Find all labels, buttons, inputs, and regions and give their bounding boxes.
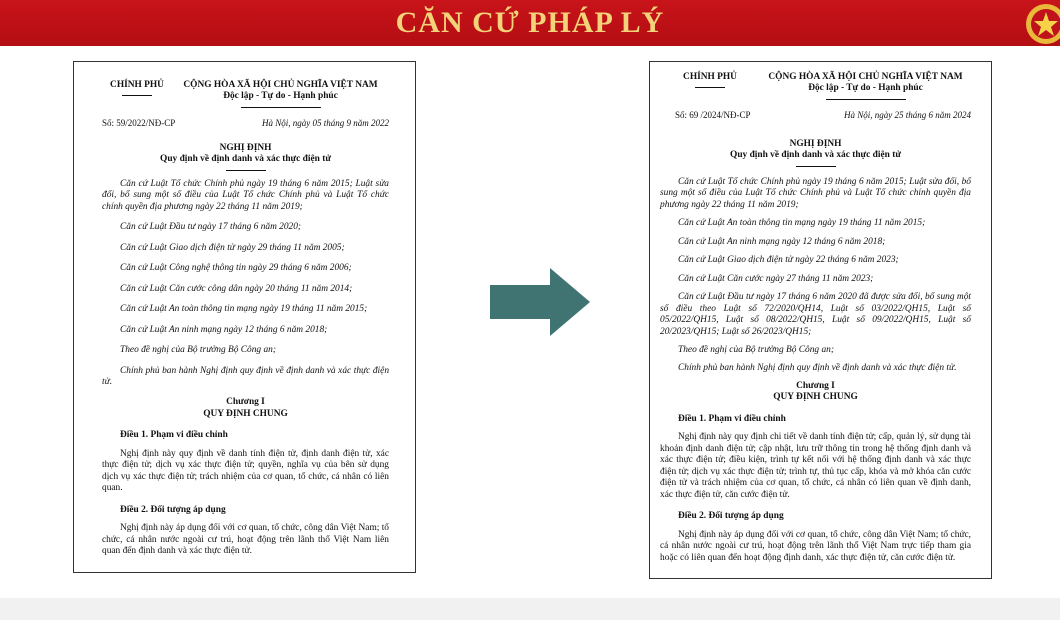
chapter-title: QUY ĐỊNH CHUNG — [773, 392, 858, 403]
article-1-title: Điều 1. Phạm vi điều chỉnh — [678, 413, 786, 424]
doc-header — [102, 80, 389, 108]
chapter-number: Chương I — [796, 380, 835, 391]
doc-type: NGHỊ ĐỊNH — [789, 138, 842, 149]
article-2-body: Nghị định này áp dụng đối với cơ quan, tổ chức, công dân Việt Nam; tổ chức, cá nhân nước ngoài cư trú, hoạt động trên lãnh thổ Việt Nam liên quan đến định danh và xác thực điện tử. — [102, 523, 389, 557]
doc-type: NGHỊ ĐỊNH — [219, 142, 272, 153]
article-2-title: Điều 2. Đối tượng áp dụng — [120, 504, 226, 515]
doc-header — [660, 72, 971, 100]
legal-basis: Căn cứ Luật Đầu tư ngày 17 tháng 6 năm 2020; — [120, 222, 302, 233]
legal-basis: Căn cứ Luật Căn cước ngày 27 tháng 11 năm 2023; — [678, 273, 874, 284]
chapter-number: Chương I — [226, 397, 265, 408]
motto: Độc lập - Tự do - Hạnh phúc — [223, 91, 338, 102]
article-1-title: Điều 1. Phạm vi điều chỉnh — [120, 430, 228, 441]
agency-name: CHÍNH PHỦ — [683, 72, 737, 82]
legal-basis: Căn cứ Luật Công nghệ thông tin ngày 29 tháng 6 năm 2006; — [120, 263, 352, 274]
decree-69-2024-page — [649, 61, 992, 579]
agency-name: CHÍNH PHỦ — [110, 80, 164, 90]
chapter-title: QUY ĐỊNH CHUNG — [203, 408, 288, 419]
title-banner — [0, 0, 1060, 46]
doc-title: Quy định về định danh và xác thực điện tử — [160, 154, 331, 165]
doc-date: Hà Nội, ngày 05 tháng 9 năm 2022 — [262, 117, 389, 128]
legal-basis: Căn cứ Luật Căn cước công dân ngày 20 tháng 11 năm 2014; — [120, 283, 353, 294]
footer-band — [0, 598, 1060, 620]
legal-basis: Căn cứ Luật Tổ chức Chính phủ ngày 19 tháng 6 năm 2015; Luật sửa đổi, bổ sung một số điều của Luật Tổ chức Chính phủ và Luật Tổ chức chính quyền địa phương ngày 22 tháng 11 năm 2019; — [660, 176, 971, 210]
arrow-right-icon — [490, 268, 590, 336]
doc-number: Số: 69 /2024/NĐ-CP — [675, 109, 751, 120]
legal-basis: Căn cứ Luật Tổ chức Chính phủ ngày 19 tháng 6 năm 2015; Luật sửa đổi, bổ sung một số điều của Luật Tổ chức Chính phủ và Luật Tổ chức chính quyền địa phương ngày 22 tháng 11 năm 2019; — [102, 178, 389, 212]
legal-basis: Căn cứ Luật An ninh mạng ngày 12 tháng 6 năm 2018; — [678, 236, 886, 247]
legal-basis: Căn cứ Luật Giao dịch điện tử ngày 29 tháng 11 năm 2005; — [120, 242, 345, 253]
legal-basis: Căn cứ Luật An toàn thông tin mạng ngày 19 tháng 11 năm 2015; — [120, 304, 368, 315]
police-emblem-icon — [1016, 0, 1060, 46]
nation-name: CỘNG HÒA XÃ HỘI CHỦ NGHĨA VIỆT NAM — [768, 72, 963, 82]
proposal-line: Theo đề nghị của Bộ trưởng Bộ Công an; — [120, 345, 276, 356]
doc-title: Quy định về định danh và xác thực điện tử — [730, 150, 901, 161]
issuance-line: Chính phủ ban hành Nghị định quy định về định danh và xác thực điện tử. — [678, 363, 957, 374]
doc-date: Hà Nội, ngày 25 tháng 6 năm 2024 — [844, 109, 971, 120]
legal-basis: Căn cứ Luật Đầu tư ngày 17 tháng 6 năm 2020 đã được sửa đổi, bổ sung một số điều theo Luật số 72/2020/QH14, Luật số 03/2022/QH15, Luật số 05/2022/QH15, Luật số 08/2022/QH15, Luật số 09/2022/QH15, Luật số 20/2023/QH15; Luật số 26/2023/QH15; — [660, 292, 971, 337]
legal-basis: Căn cứ Luật An ninh mạng ngày 12 tháng 6 năm 2018; — [120, 324, 328, 335]
proposal-line: Theo đề nghị của Bộ trưởng Bộ Công an; — [678, 345, 834, 355]
banner-title: CĂN CỨ PHÁP LÝ — [395, 6, 665, 39]
article-2-title: Điều 2. Đối tượng áp dụng — [678, 511, 784, 522]
article-2-body: Nghị định này áp dụng đối với cơ quan, tổ chức, công dân Việt Nam; tổ chức, cá nhân nước ngoài cư trú, hoạt động trên lãnh thổ Việt Nam trực tiếp tham gia hoặc có liên quan đến hoạt động định danh, xác thực điện tử, căn cước điện tử. — [660, 529, 971, 563]
legal-basis: Căn cứ Luật An toàn thông tin mạng ngày 19 tháng 11 năm 2015; — [678, 218, 926, 229]
article-1-body: Nghị định này quy định chi tiết về danh tính điện tử; cấp, quản lý, sử dụng tài khoản định danh điện tử; cập nhật, lưu trữ thông tin trong hệ thống định danh và xác thực điện tử; điều kiện, trình tự kết nối với hệ thống định danh và xác thực điện tử; dịch vụ xác thực điện tử; trình tự, thủ tục cấp, khóa và mở khóa căn cước điện tử và trách nhiệm của cơ quan, tổ chức, cá nhân có liên quan về định danh, xác thực điện tử, căn cước điện tử. — [660, 432, 971, 500]
article-1-body: Nghị định này quy định về danh tính điện tử, định danh điện tử, xác thực điện tử; dịch vụ xác thực điện tử; quyền, nghĩa vụ của bên sử dụng dịch vụ xác thực điện tử; trách nhiệm của cơ quan, tổ chức, cá nhân có liên quan. — [102, 448, 389, 494]
legal-basis: Căn cứ Luật Giao dịch điện tử ngày 22 tháng 6 năm 2023; — [678, 255, 899, 266]
decree-59-2022-page — [73, 61, 416, 573]
doc-number: Số: 59/2022/NĐ-CP — [102, 117, 176, 128]
nation-name: CỘNG HÒA XÃ HỘI CHỦ NGHĨA VIỆT NAM — [183, 80, 378, 90]
issuance-line: Chính phủ ban hành Nghị định quy định về định danh và xác thực điện tử. — [102, 365, 389, 387]
motto: Độc lập - Tự do - Hạnh phúc — [808, 83, 923, 94]
